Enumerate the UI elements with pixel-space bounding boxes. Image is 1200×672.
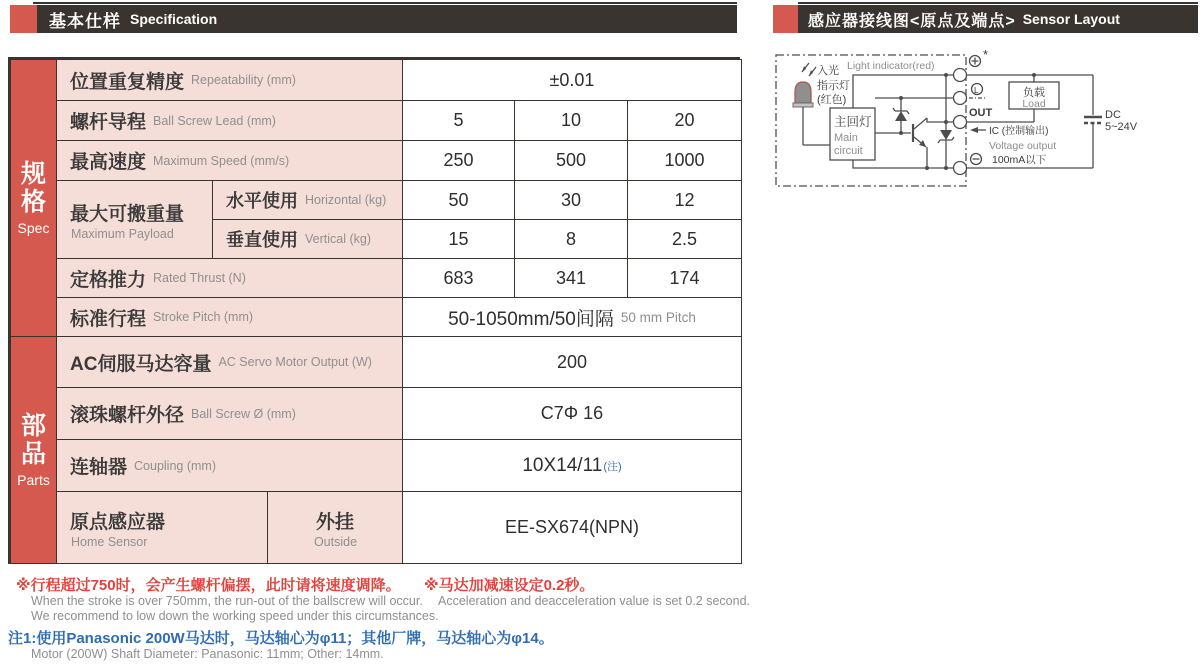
zener2-anode — [940, 130, 952, 140]
header-left-accent-square — [10, 5, 37, 33]
header-left — [10, 5, 737, 33]
label-vertical-zh: 垂直使用 — [226, 230, 298, 250]
label-screw-en: Ball Screw Ø (mm) — [191, 406, 296, 421]
label-stroke-zh: 标准行程 — [70, 308, 147, 330]
sensor-wiring-diagram — [773, 45, 1200, 245]
header-right-bar — [798, 5, 1198, 33]
note-acceleration-zh: ※马达加减速设定0.2秒。 — [424, 577, 595, 594]
header-left-bar — [37, 5, 737, 33]
value-lead-3: 20 — [627, 100, 742, 141]
value-vertical-3: 2.5 — [627, 219, 742, 259]
label-payload-zh: 最大可搬重量 — [70, 203, 185, 225]
ground-rail — [853, 160, 953, 168]
value-motor: 200 — [402, 336, 742, 388]
value-horizontal-2: 30 — [514, 180, 628, 220]
label-coupling-en: Coupling (mm) — [134, 458, 216, 473]
sidebar-parts-en: Parts — [17, 472, 50, 488]
value-horizontal-3: 12 — [627, 180, 742, 220]
value-home-sensor: EE-SX674(NPN) — [402, 491, 742, 564]
light-indicator-label: Light indicator(red) — [847, 60, 935, 72]
header-right-topline — [798, 2, 1198, 4]
label-lead — [56, 100, 403, 141]
value-speed-3: 1000 — [627, 140, 742, 181]
label-repeatability-zh: 位置重复精度 — [70, 71, 185, 93]
value-vertical-2: 8 — [514, 219, 628, 259]
asterisk-label: * — [983, 47, 989, 62]
terminal-minus — [954, 162, 967, 175]
coupling-note-ref: (注) — [603, 460, 622, 473]
load-label-zh: 负载 — [1023, 87, 1045, 99]
sidebar-spec-en: Spec — [17, 220, 50, 236]
zener1-anode — [895, 111, 907, 121]
label-payload — [56, 180, 213, 259]
value-lead-1: 5 — [402, 100, 515, 141]
value-thrust-3: 174 — [627, 258, 742, 298]
label-repeatability — [56, 59, 403, 101]
led-label-line1: 入光 — [817, 65, 839, 77]
label-horizontal-en: Horizontal (kg) — [305, 193, 387, 207]
ic-arrow-head — [970, 127, 978, 133]
label-speed — [56, 140, 403, 181]
label-screw-zh: 滚珠螺杆外径 — [70, 405, 185, 426]
supply-wire-top — [853, 75, 953, 108]
main-circuit-label-zh: 主回灯 — [834, 115, 872, 129]
led-label-line2: 指示灯 — [817, 80, 850, 92]
l-terminal-letter: L — [974, 85, 979, 95]
note-shaft-diameter-zh: 注1:使用Panasonic 200W马达时，马达轴心为φ11；其他厂牌，马达轴心为φ14。 — [8, 630, 554, 647]
header-left-title-en: Specification — [130, 11, 218, 27]
transistor-collector — [914, 118, 927, 129]
terminal-l — [954, 92, 967, 105]
value-speed-2: 500 — [514, 140, 628, 181]
label-thrust — [56, 258, 403, 298]
label-home-sensor — [56, 491, 268, 564]
label-screw — [56, 387, 403, 440]
label-thrust-zh: 定格推力 — [70, 269, 147, 291]
label-repeatability-en: Repeatability (mm) — [191, 73, 296, 87]
value-thrust-1: 683 — [402, 258, 515, 298]
label-vertical-en: Vertical (kg) — [305, 232, 371, 246]
label-horizontal-zh: 水平使用 — [226, 191, 298, 211]
sidebar-spec-zh: 规格 — [20, 160, 46, 216]
voltage-output-label: Voltage output — [989, 140, 1057, 152]
label-stroke — [56, 297, 403, 337]
value-lead-2: 10 — [514, 100, 628, 141]
label-lead-zh: 螺杆导程 — [70, 112, 147, 133]
sensor-wiring-svg — [773, 45, 1200, 245]
label-home-sensor-zh: 原点感应器 — [70, 511, 166, 533]
terminal-plus — [954, 69, 967, 82]
label-outside-zh: 外挂 — [315, 511, 354, 533]
value-thrust-2: 341 — [514, 258, 628, 298]
header-right-title-zh: 感应器接线图<原点及端点> — [808, 12, 1016, 30]
note-shaft-diameter-en: Motor (200W) Shaft Diameter: Panasonic: 11mm; Other: 14mm. — [31, 647, 384, 661]
header-right — [773, 5, 1198, 33]
label-outside — [267, 491, 403, 564]
label-motor-en: AC Servo Motor Output (W) — [218, 355, 372, 369]
sidebar-spec — [10, 59, 57, 337]
note-stroke-runout-en2: We recommend to low down the working speed under this circumstances. — [31, 609, 439, 623]
led-base-band — [793, 103, 813, 107]
header-left-title-zh: 基本仕样 — [49, 11, 121, 31]
value-repeatability: ±0.01 — [402, 59, 742, 101]
out-label: OUT — [969, 107, 993, 119]
ic-label: IC (控制输出) — [989, 126, 1049, 137]
label-outside-en: Outside — [313, 534, 358, 549]
label-payload-horizontal — [212, 180, 403, 220]
dc-voltage-label: 5~24V — [1105, 121, 1138, 133]
label-thrust-en: Rated Thrust (N) — [153, 271, 246, 285]
label-speed-en: Maximum Speed (mm/s) — [153, 153, 290, 168]
note-stroke-runout-en1: When the stroke is over 750mm, the run-out of the ballscrew will occur. — [31, 594, 423, 608]
label-coupling — [56, 439, 403, 492]
main-circuit-label-en1: Main — [834, 132, 858, 144]
note-stroke-runout-zh: ※行程超过750时，会产生螺杆偏摆，此时请将速度调降。 — [16, 577, 401, 594]
header-right-accent-square — [773, 5, 798, 33]
value-vertical-1: 15 — [402, 219, 515, 259]
out-wire-inner — [927, 118, 953, 122]
header-left-topline — [33, 2, 737, 4]
spec-table — [8, 57, 740, 564]
led-label-line3: (红色) — [817, 94, 847, 106]
value-stroke: 50-1050mm/50间隔 50 mm Pitch — [402, 297, 742, 337]
label-lead-en: Ball Screw Lead (mm) — [153, 113, 276, 128]
current-limit-label: 100mA以下 — [992, 154, 1047, 166]
label-payload-en: Maximum Payload — [71, 226, 174, 241]
sidebar-parts-zh: 部品 — [20, 412, 46, 468]
header-right-title-en: Sensor Layout — [1022, 11, 1120, 27]
note-acceleration-en: Acceleration and deacceleration value is set 0.2 second. — [438, 594, 750, 608]
value-screw: C7Φ 16 — [402, 387, 742, 440]
label-motor — [56, 336, 403, 388]
led-indicator-icon — [795, 82, 811, 103]
transistor-emitter-arrow — [919, 140, 926, 147]
value-coupling: 10X14/11 (注) — [402, 439, 742, 492]
load-label-en: Load — [1022, 98, 1046, 110]
terminal-out — [954, 116, 967, 129]
value-horizontal-1: 50 — [402, 180, 515, 220]
label-stroke-en: Stroke Pitch (mm) — [153, 310, 254, 324]
sidebar-parts — [10, 336, 57, 564]
dc-label: DC — [1105, 109, 1121, 121]
label-payload-vertical — [212, 219, 403, 259]
main-circuit-label-en2: circuit — [834, 145, 863, 157]
plus-symbol-cross — [972, 58, 979, 65]
label-motor-zh: AC伺服马达容量 — [70, 353, 212, 375]
label-speed-zh: 最高速度 — [70, 152, 147, 173]
label-home-sensor-en: Home Sensor — [71, 534, 148, 549]
label-coupling-zh: 连轴器 — [70, 457, 128, 478]
value-speed-1: 250 — [402, 140, 515, 181]
